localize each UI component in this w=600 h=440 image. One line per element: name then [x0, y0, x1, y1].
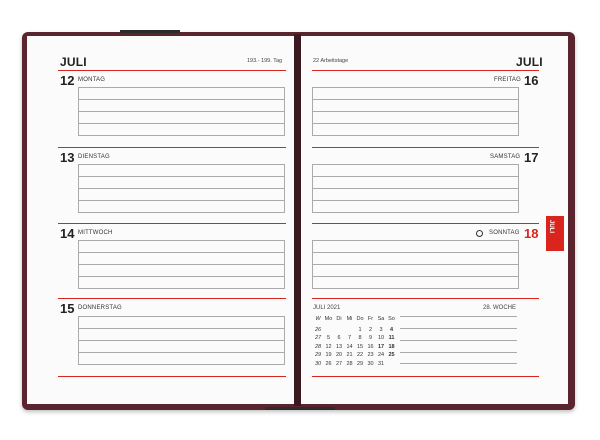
- notes-box[interactable]: [312, 87, 519, 136]
- calendar-header-cell: Di: [336, 316, 342, 322]
- calendar-day-cell[interactable]: 8: [358, 335, 362, 341]
- calendar-week-number: 26: [314, 326, 322, 333]
- day-number-sunday: 18: [524, 226, 539, 241]
- day-number: 14: [60, 226, 75, 241]
- page-bottom-divider: [312, 376, 539, 377]
- calendar-week-number: 30: [314, 360, 322, 367]
- notes-box[interactable]: [78, 87, 285, 136]
- calendar-day-cell[interactable]: 1: [358, 326, 362, 333]
- day-number: 16: [524, 73, 539, 88]
- day-divider: [312, 147, 539, 148]
- calendar-week-number: 28: [314, 343, 322, 350]
- calendar-day-cell[interactable]: 18: [388, 343, 395, 350]
- calendar-day-cell[interactable]: 31: [377, 360, 385, 367]
- calendar-week-number: 27: [314, 335, 322, 341]
- calendar-header-cell: W: [315, 316, 321, 322]
- day-divider: [312, 223, 539, 224]
- notes-box[interactable]: [312, 240, 519, 289]
- calendar-day-cell[interactable]: 23: [367, 352, 374, 358]
- calendar-day-cell[interactable]: 19: [325, 352, 332, 358]
- day-of-year-range: 193.- 199. Tag: [247, 58, 283, 64]
- calendar-day-cell[interactable]: 2: [368, 326, 373, 333]
- calendar-day-cell[interactable]: 5: [326, 335, 331, 341]
- month-index-tab[interactable]: [546, 216, 564, 251]
- calendar-day-cell[interactable]: 7: [347, 335, 352, 341]
- calendar-day-cell[interactable]: 3: [379, 326, 383, 333]
- elastic-band-top: [120, 30, 180, 33]
- calendar-header-cell: So: [388, 316, 395, 322]
- calendar-day-cell[interactable]: 12: [325, 343, 332, 350]
- week-number-label: 28. WOCHE: [483, 305, 517, 311]
- notes-box[interactable]: [78, 240, 285, 289]
- day-name: DONNERSTAG: [78, 305, 122, 311]
- calendar-header-cell: Fr: [367, 316, 374, 322]
- calendar-day-cell[interactable]: 10: [377, 335, 385, 341]
- calendar-header-cell: Mi: [346, 316, 353, 322]
- day-name: MITTWOCH: [78, 230, 113, 236]
- calendar-day-cell[interactable]: 27: [335, 360, 343, 367]
- day-name: FREITAG: [494, 77, 521, 83]
- day-number: 17: [524, 150, 539, 165]
- right-month-label: JULI: [516, 55, 543, 69]
- day-number: 13: [60, 150, 75, 165]
- header-divider: [312, 70, 539, 71]
- week-notes-lines[interactable]: [400, 316, 517, 364]
- calendar-day-cell[interactable]: 17: [377, 343, 385, 350]
- workdays-count: 22 Arbeitstage: [313, 58, 349, 64]
- day-divider: [58, 223, 286, 224]
- day-divider: [312, 298, 539, 299]
- calendar-day-cell[interactable]: 16: [367, 343, 374, 350]
- notes-box[interactable]: [312, 164, 519, 213]
- calendar-header-cell: Sa: [377, 316, 385, 322]
- notes-box[interactable]: [78, 316, 285, 365]
- moon-icon: [476, 230, 483, 237]
- day-name: DIENSTAG: [78, 154, 110, 160]
- calendar-day-cell[interactable]: 24: [377, 352, 385, 358]
- day-divider: [58, 147, 286, 148]
- calendar-day-cell[interactable]: 21: [346, 352, 353, 358]
- calendar-day-cell[interactable]: 29: [356, 360, 364, 367]
- mini-calendar-title: JULI 2021: [313, 305, 341, 311]
- calendar-day-cell[interactable]: 13: [335, 343, 343, 350]
- calendar-day-cell[interactable]: 6: [337, 335, 341, 341]
- calendar-day-cell[interactable]: 15: [356, 343, 364, 350]
- day-name: MONTAG: [78, 77, 106, 83]
- header-divider: [58, 70, 286, 71]
- calendar-day-cell[interactable]: 28: [346, 360, 353, 367]
- book-spine: [294, 34, 301, 406]
- calendar-header-cell: Do: [356, 316, 364, 322]
- calendar-day-cell[interactable]: 25: [388, 352, 395, 358]
- day-number: 15: [60, 301, 75, 316]
- calendar-day-cell[interactable]: 26: [325, 360, 332, 367]
- day-divider: [58, 298, 286, 299]
- calendar-day-cell[interactable]: 14: [346, 343, 353, 350]
- day-number: 12: [60, 73, 75, 88]
- calendar-day-cell[interactable]: 22: [356, 352, 364, 358]
- calendar-day-cell[interactable]: 20: [335, 352, 343, 358]
- calendar-week-number: 29: [314, 352, 322, 358]
- left-month-label: JULI: [60, 55, 87, 69]
- elastic-band-bottom: [265, 407, 335, 410]
- calendar-day-cell[interactable]: 9: [368, 335, 373, 341]
- notes-box[interactable]: [78, 164, 285, 213]
- calendar-day-cell[interactable]: 4: [389, 326, 394, 333]
- day-name: SONNTAG: [489, 230, 520, 236]
- calendar-day-cell[interactable]: 11: [388, 335, 395, 341]
- month-tab-label: JULI: [548, 220, 554, 234]
- day-name: SAMSTAG: [490, 154, 521, 160]
- calendar-day-cell[interactable]: 30: [367, 360, 374, 367]
- calendar-header-cell: Mo: [324, 316, 333, 322]
- page-bottom-divider: [58, 376, 286, 377]
